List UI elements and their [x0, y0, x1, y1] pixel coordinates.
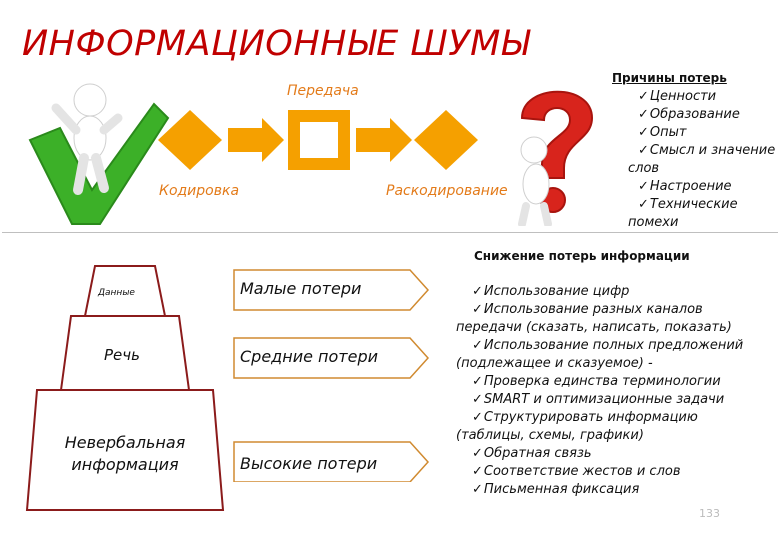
- reduction-list: [456, 283, 768, 499]
- list-item: ✓Структурировать информацию (таблицы, схемы, графики): [456, 410, 698, 443]
- check-bullet-icon: ✓: [638, 197, 649, 212]
- decoding-diamond: [414, 110, 478, 170]
- check-bullet-icon: ✓: [638, 179, 649, 194]
- check-bullet-icon: ✓: [638, 107, 649, 122]
- list-item: ✓Обратная связь: [472, 446, 592, 461]
- question-figure-icon: [500, 78, 610, 226]
- list-item: ✓Образование: [638, 107, 740, 122]
- check-bullet-icon: ✓: [638, 125, 649, 140]
- pyramid-bottom-label: Невербальная информация: [64, 433, 186, 474]
- arrow-1: [228, 118, 284, 162]
- check-bullet-icon: ✓: [472, 284, 483, 299]
- small-loss-label: Малые потери: [240, 279, 362, 298]
- page-title: ИНФОРМАЦИОННЫЕ ШУМЫ: [22, 24, 530, 64]
- list-item: ✓Использование полных предложений (подлежащее и сказуемое) -: [456, 338, 744, 371]
- check-bullet-icon: ✓: [638, 143, 649, 158]
- list-item: ✓Ценности: [638, 89, 717, 104]
- check-bullet-icon: ✓: [472, 482, 483, 497]
- list-item: ✓SMART и оптимизационные задачи: [472, 392, 725, 407]
- pyramid-top-label: Данные: [98, 288, 135, 298]
- list-item: ✓Использование цифр: [472, 284, 630, 299]
- communication-pyramid: [25, 260, 235, 525]
- communication-flow: [150, 100, 500, 180]
- list-item: ✓Проверка единства терминологии: [472, 374, 721, 389]
- list-item: ✓Соответствие жестов и слов: [472, 464, 681, 479]
- check-bullet-icon: ✓: [472, 446, 483, 461]
- list-item: ✓Настроение: [638, 179, 732, 194]
- check-bullet-icon: ✓: [472, 338, 483, 353]
- check-bullet-icon: ✓: [472, 464, 483, 479]
- transmission-label: Передача: [287, 83, 359, 99]
- list-item: ✓Опыт: [638, 125, 687, 140]
- reduction-heading: Снижение потерь информации: [474, 249, 690, 263]
- pyramid-middle-label: Речь: [104, 346, 140, 364]
- check-bullet-icon: ✓: [472, 392, 483, 407]
- check-bullet-icon: ✓: [472, 374, 483, 389]
- list-item: ✓Использование разных каналов передачи (сказать, написать, показать): [456, 302, 732, 335]
- list-item: ✓Технические помехи: [628, 197, 738, 230]
- check-bullet-icon: ✓: [472, 410, 483, 425]
- page-number: 133: [699, 507, 720, 520]
- causes-heading: Причины потерь: [612, 71, 727, 85]
- medium-loss-label: Средние потери: [240, 347, 378, 366]
- list-item: ✓Письменная фиксация: [472, 482, 640, 497]
- high-loss-label: Высокие потери: [240, 454, 378, 473]
- check-bullet-icon: ✓: [638, 89, 649, 104]
- arrow-2: [356, 118, 412, 162]
- encoding-label: Кодировка: [159, 183, 240, 199]
- check-bullet-icon: ✓: [472, 302, 483, 317]
- decoding-label: Раскодирование: [386, 183, 508, 199]
- encoding-diamond: [158, 110, 222, 170]
- list-item: ✓Смысл и значение слов: [628, 143, 776, 176]
- causes-list: [628, 88, 778, 232]
- divider: [2, 232, 778, 233]
